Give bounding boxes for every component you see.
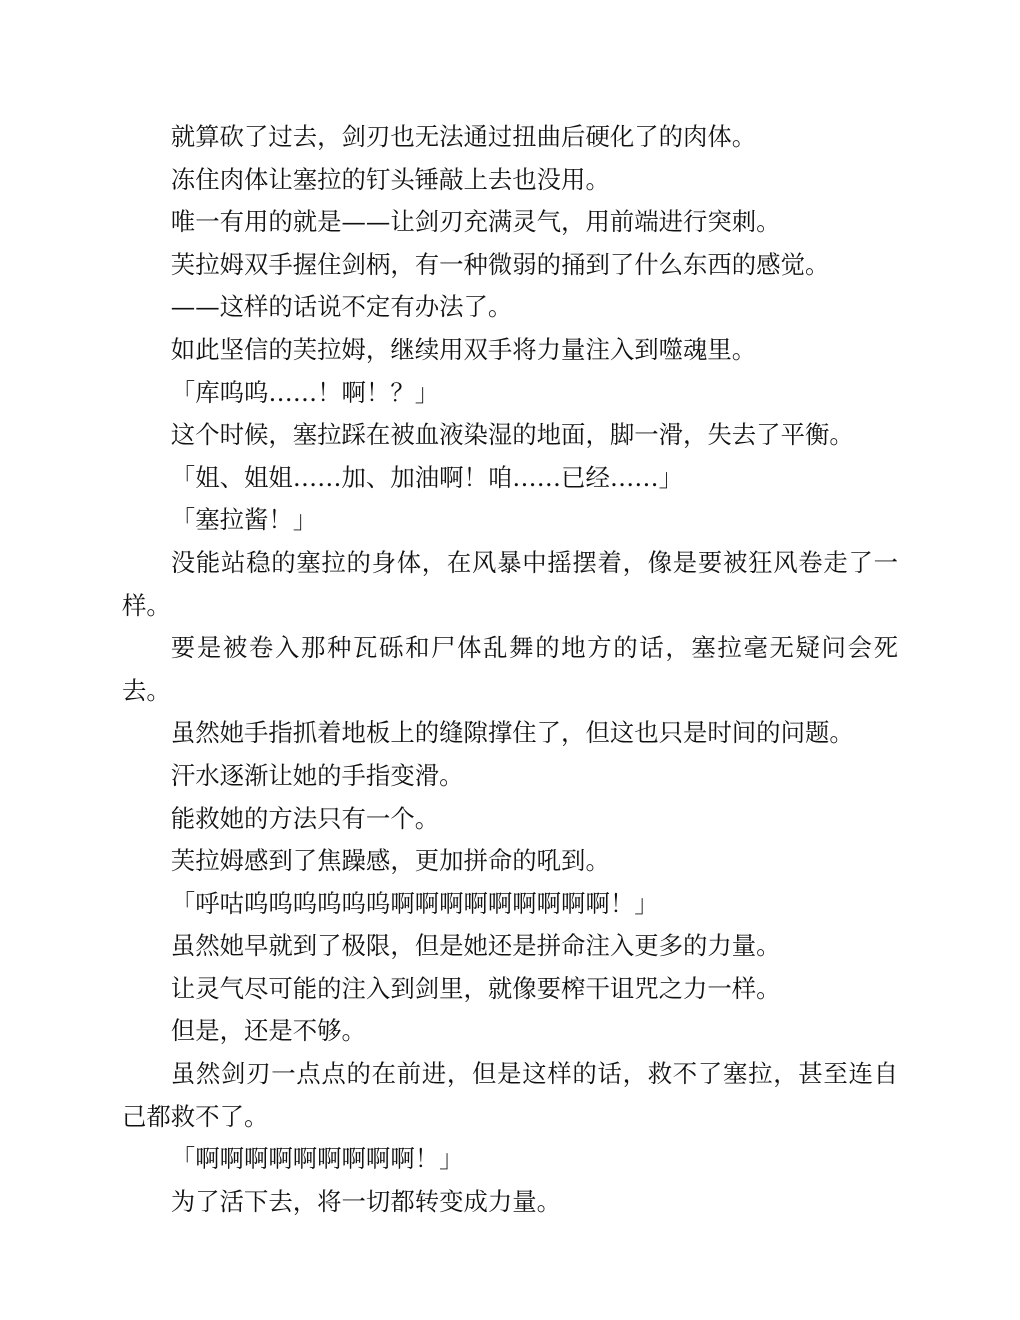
paragraph: 芙拉姆双手握住剑柄，有一种微弱的捅到了什么东西的感觉。 [170, 249, 830, 279]
paragraph: 唯一有用的就是——让剑刃充满灵气，用前端进行突刺。 [170, 207, 781, 237]
paragraph: 为了活下去，将一切都转变成力量。 [170, 1186, 562, 1216]
paragraph: 如此坚信的芙拉姆，继续用双手将力量注入到噬魂里。 [170, 334, 757, 364]
dialogue-line: 「库呜呜……！啊！？」 [170, 377, 440, 407]
paragraph: 芙拉姆感到了焦躁感，更加拼命的吼到。 [170, 846, 610, 876]
dialogue-line: 「呼咕呜呜呜呜呜呜啊啊啊啊啊啊啊啊啊！」 [170, 888, 659, 918]
paragraph: 虽然她早就到了极限，但是她还是拼命注入更多的力量。 [170, 931, 781, 961]
paragraph: 没能站稳的塞拉的身体，在风暴中摇摆着，像是要被狂风卷走了一样。 [122, 547, 898, 620]
paragraph: 汗水逐渐让她的手指变滑。 [170, 760, 464, 790]
paragraph: 冻住肉体让塞拉的钉头锤敲上去也没用。 [170, 164, 610, 194]
paragraph: 这个时候，塞拉踩在被血液染湿的地面，脚一滑，失去了平衡。 [170, 420, 854, 450]
paragraph: 虽然她手指抓着地板上的缝隙撑住了，但这也只是时间的问题。 [170, 718, 854, 748]
paragraph: 但是，还是不够。 [170, 1016, 366, 1046]
paragraph: 虽然剑刃一点点的在前进，但是这样的话，救不了塞拉，甚至连自己都救不了。 [122, 1059, 898, 1131]
dialogue-line: 「塞拉酱！」 [170, 505, 318, 535]
dialogue-line: 「姐、姐姐……加、加油啊！咱……已经……」 [170, 462, 684, 492]
dialogue-line: 「啊啊啊啊啊啊啊啊啊！」 [170, 1144, 464, 1174]
paragraph: 要是被卷入那种瓦砾和尸体乱舞的地方的话，塞拉毫无疑问会死去。 [122, 633, 898, 705]
paragraph: ——这样的话说不定有办法了。 [170, 292, 513, 322]
document-page [122, 116, 898, 1223]
paragraph: 让灵气尽可能的注入到剑里，就像要榨干诅咒之力一样。 [170, 973, 781, 1003]
paragraph: 就算砍了过去，剑刃也无法通过扭曲后硬化了的肉体。 [170, 122, 757, 151]
paragraph: 能救她的方法只有一个。 [170, 803, 440, 833]
